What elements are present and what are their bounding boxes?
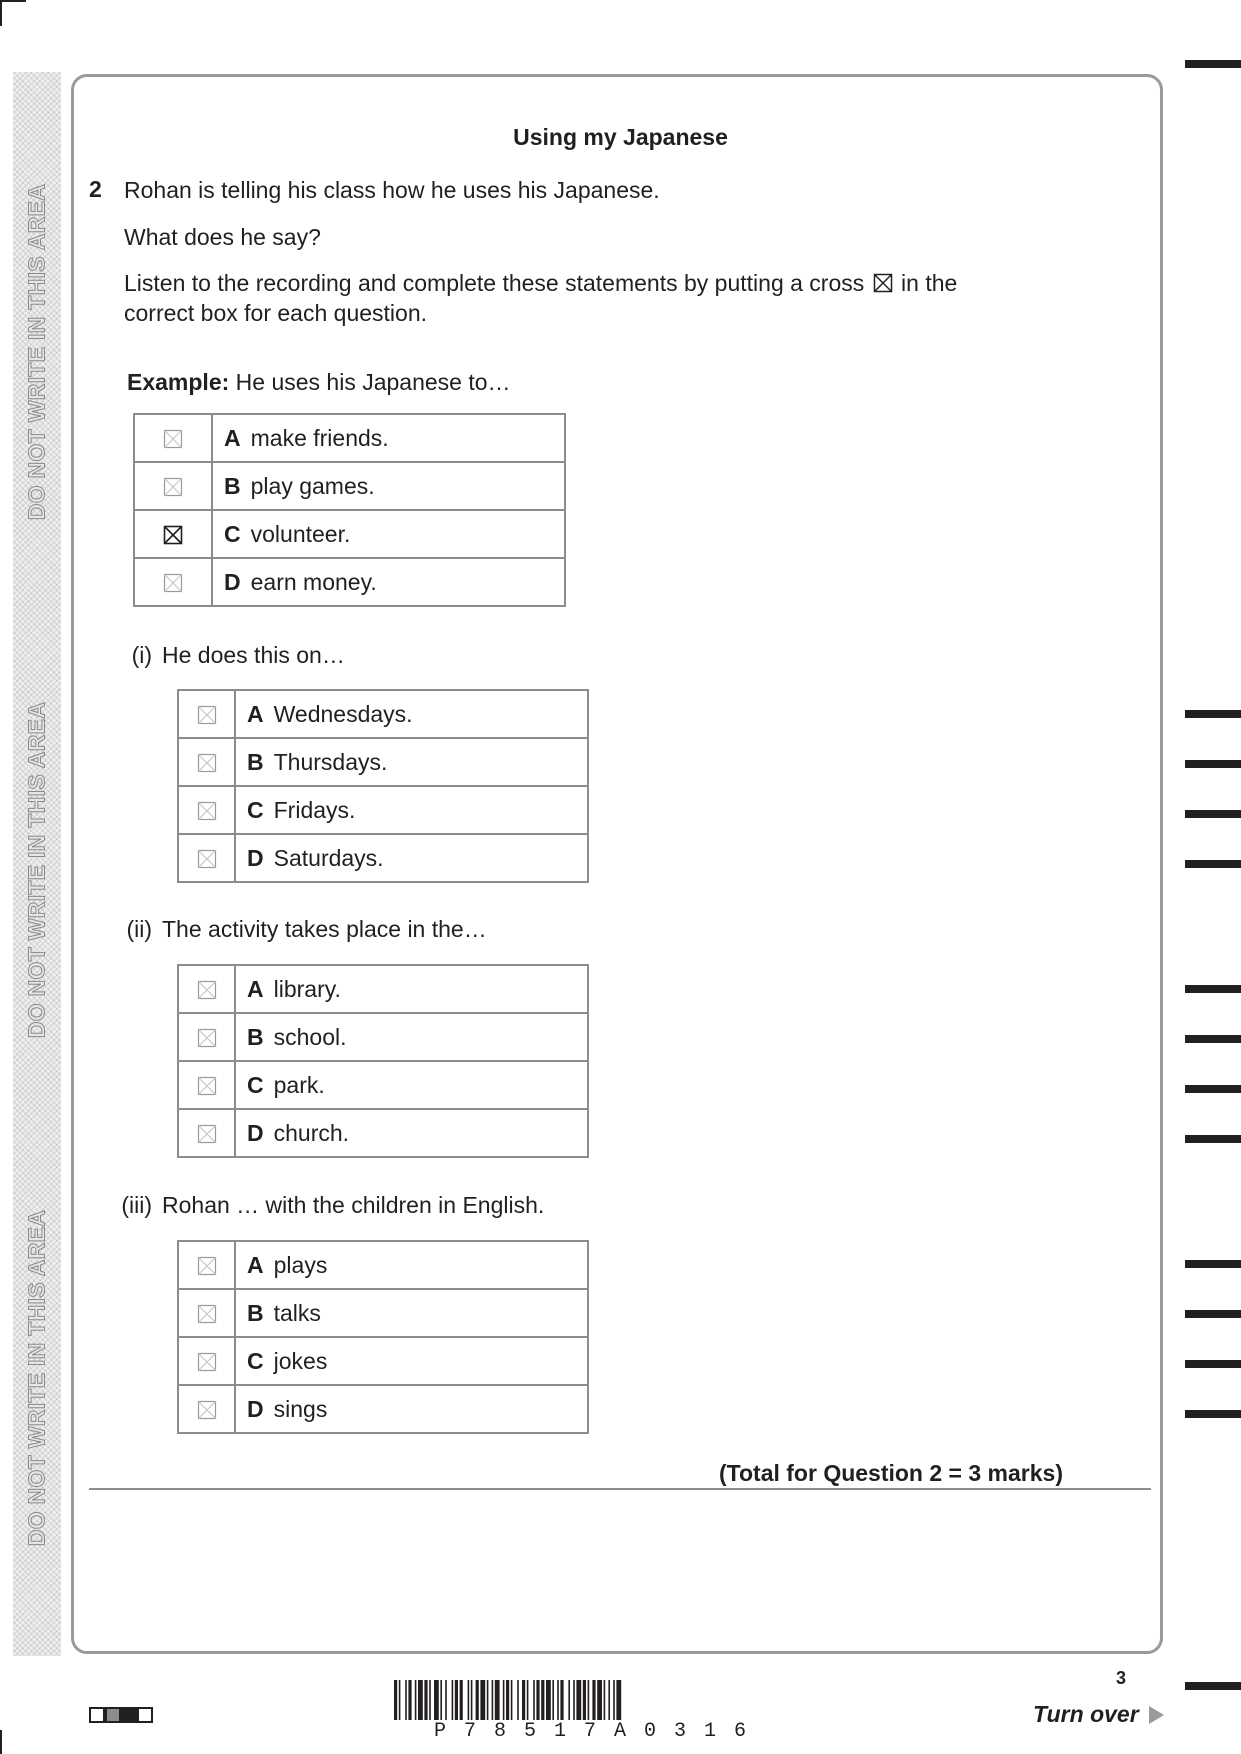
barcode-bar [418, 1680, 423, 1720]
answer-box[interactable] [134, 510, 212, 558]
barcode-bar [452, 1680, 454, 1720]
timing-mark [1185, 1360, 1241, 1368]
option-letter: D [247, 1395, 264, 1422]
option-row [178, 1109, 588, 1157]
option-text: make friends. [250, 424, 389, 451]
instruction-text: correct box for each question. [124, 300, 427, 326]
timing-mark [1185, 1410, 1241, 1418]
barcode-number: P78517A0316 [434, 1720, 765, 1743]
do-not-write-label: DO NOT WRITE IN THIS AREA [23, 1209, 50, 1547]
option-text: park. [273, 1071, 325, 1098]
option-row [178, 1013, 588, 1061]
question-number: 2 [89, 176, 102, 202]
barcode-bar [434, 1680, 439, 1720]
barcode-bar [604, 1680, 606, 1720]
answer-box[interactable] [178, 834, 235, 882]
option-letter: A [247, 1251, 264, 1278]
barcode-bar [399, 1680, 401, 1720]
option-letter: D [224, 568, 241, 595]
option-row [178, 1241, 588, 1289]
option-letter: C [247, 1347, 264, 1374]
barcode-bar [506, 1680, 509, 1720]
subquestion-text: The activity takes place in the… [162, 916, 487, 942]
instruction-text: Listen to the recording and complete these statements by putting a cross [124, 270, 865, 296]
barcode-bar [583, 1680, 586, 1720]
example-stem [127, 369, 511, 396]
option-text: plays [273, 1251, 328, 1278]
barcode-bar [552, 1680, 554, 1720]
turn-over-label: Turn over [1033, 1701, 1139, 1727]
barcode-bar [557, 1680, 559, 1720]
option-letter: C [224, 520, 241, 547]
cross-box-icon [873, 273, 893, 293]
timing-mark [1185, 760, 1241, 768]
option-row [178, 834, 588, 882]
barcode-bar [546, 1680, 551, 1720]
answer-box[interactable] [178, 690, 235, 738]
answer-box-icon [197, 1352, 217, 1372]
subquestion-stem [110, 642, 345, 669]
answer-box[interactable] [178, 1241, 235, 1289]
option-row [178, 1385, 588, 1433]
answer-box-icon [163, 477, 183, 497]
answer-box[interactable] [178, 786, 235, 834]
option-label [235, 738, 588, 786]
page-number: 3 [1116, 1668, 1127, 1688]
option-letter: D [247, 844, 264, 871]
square-outline [89, 1707, 105, 1723]
answer-box-icon [197, 849, 217, 869]
answer-box[interactable] [178, 1337, 235, 1385]
answer-box[interactable] [178, 738, 235, 786]
barcode-bar [503, 1680, 505, 1720]
option-letter: A [247, 700, 264, 727]
answer-box-icon [197, 705, 217, 725]
option-label [235, 834, 588, 882]
print-squares [89, 1707, 153, 1728]
example-text: He uses his Japanese to… [235, 369, 511, 395]
question-prompt: What does he say? [124, 224, 321, 250]
timing-mark [1185, 860, 1241, 868]
do-not-write-label: DO NOT WRITE IN THIS AREA [23, 701, 50, 1039]
subquestion-stem [110, 916, 487, 943]
barcode-bar [424, 1680, 427, 1720]
answer-box-icon [197, 1028, 217, 1048]
barcode-bar [608, 1680, 610, 1720]
divider [89, 1488, 1151, 1490]
answer-box[interactable] [134, 462, 212, 510]
answer-box-icon [197, 1256, 217, 1276]
example-label: Example: [127, 369, 230, 395]
barcode-bar [408, 1680, 411, 1720]
subquestion-text: He does this on… [162, 642, 345, 668]
option-row [178, 1337, 588, 1385]
barcode-bar [613, 1680, 615, 1720]
barcode-bar [597, 1680, 602, 1720]
option-label [212, 510, 565, 558]
option-text: Fridays. [273, 796, 356, 823]
timing-mark [1185, 710, 1241, 718]
answer-box-icon [197, 1304, 217, 1324]
barcode-bar [527, 1680, 529, 1720]
barcode-bar [492, 1680, 494, 1720]
option-row [134, 414, 565, 462]
square-outline [137, 1707, 153, 1723]
barcode-bar [471, 1680, 473, 1720]
option-row [178, 786, 588, 834]
answer-box[interactable] [178, 1289, 235, 1337]
option-label [212, 462, 565, 510]
barcode-bar [460, 1680, 463, 1720]
barcode-bar [560, 1680, 563, 1720]
instruction-text: in the [901, 270, 958, 296]
timing-mark [1185, 1135, 1241, 1143]
question-intro: Rohan is telling his class how he uses his Japanese. [124, 177, 660, 203]
options-table [177, 689, 589, 883]
answer-box[interactable] [178, 1013, 235, 1061]
square-grey [105, 1707, 121, 1723]
option-row [178, 738, 588, 786]
answer-box-icon [197, 1124, 217, 1144]
barcode-bar [495, 1680, 500, 1720]
subquestion-number: (ii) [126, 916, 152, 942]
option-text: talks [273, 1299, 321, 1326]
option-text: earn money. [250, 568, 377, 595]
barcode-bar [522, 1680, 525, 1720]
option-letter: D [247, 1119, 264, 1146]
subquestion-text: Rohan … with the children in English. [162, 1192, 545, 1218]
barcode-bar [480, 1680, 485, 1720]
barcode [394, 1680, 844, 1720]
crop-mark [0, 1730, 2, 1754]
answer-box[interactable] [178, 1385, 235, 1433]
option-text: church. [273, 1119, 350, 1146]
barcode-bar [440, 1680, 442, 1720]
option-label [212, 414, 565, 462]
timing-mark [1185, 985, 1241, 993]
options-table [177, 1240, 589, 1434]
section-title: Using my Japanese [513, 124, 728, 150]
barcode-bar [487, 1680, 489, 1720]
barcode-bar [541, 1680, 544, 1720]
option-row [178, 1061, 588, 1109]
option-letter: A [247, 975, 264, 1002]
timing-mark [1185, 1682, 1241, 1690]
answer-box[interactable] [178, 965, 235, 1013]
option-row [178, 1289, 588, 1337]
option-row [134, 510, 565, 558]
answer-box-icon [163, 429, 183, 449]
barcode-bar [455, 1680, 458, 1720]
timing-mark [1185, 60, 1241, 68]
answer-box[interactable] [134, 414, 212, 462]
square-black [121, 1707, 137, 1723]
option-label [235, 1109, 588, 1157]
barcode-bar [415, 1680, 417, 1720]
barcode-bar [592, 1680, 595, 1720]
option-row [134, 462, 565, 510]
barcode-bar [588, 1680, 590, 1720]
subquestion-number: (i) [131, 642, 152, 668]
answer-box[interactable] [134, 558, 212, 606]
option-text: play games. [250, 472, 375, 499]
barcode-bar [394, 1680, 397, 1720]
barcode-bar [517, 1680, 519, 1720]
barcode-bar [405, 1680, 407, 1720]
timing-mark [1185, 1260, 1241, 1268]
timing-mark [1185, 810, 1241, 818]
option-letter: B [247, 748, 264, 775]
checked-box-icon [163, 525, 183, 545]
crop-mark [0, 0, 2, 26]
barcode-bar [533, 1680, 535, 1720]
option-label [212, 558, 565, 606]
option-letter: C [247, 796, 264, 823]
option-label [235, 1337, 588, 1385]
option-row [134, 558, 565, 606]
option-text: Thursdays. [273, 748, 388, 775]
barcode-bar [616, 1680, 621, 1720]
option-text: volunteer. [250, 520, 351, 547]
barcode-bar [476, 1680, 479, 1720]
barcode-bar [536, 1680, 539, 1720]
barcode-bar [568, 1680, 570, 1720]
option-label [235, 965, 588, 1013]
option-text: jokes [273, 1347, 328, 1374]
option-letter: B [247, 1299, 264, 1326]
answer-box-icon [197, 1076, 217, 1096]
option-label [235, 690, 588, 738]
option-label [235, 1385, 588, 1433]
crop-mark [0, 0, 26, 2]
answer-box-icon [197, 980, 217, 1000]
option-letter: C [247, 1071, 264, 1098]
barcode-bar [511, 1680, 513, 1720]
answer-box-icon [163, 573, 183, 593]
answer-box[interactable] [178, 1109, 235, 1157]
do-not-write-label: DO NOT WRITE IN THIS AREA [23, 183, 50, 521]
option-text: Saturdays. [273, 844, 384, 871]
option-letter: B [247, 1023, 264, 1050]
total-marks: (Total for Question 2 = 3 marks) [718, 1460, 1063, 1486]
timing-mark [1185, 1310, 1241, 1318]
barcode-bar [468, 1680, 470, 1720]
answer-box-icon [197, 753, 217, 773]
barcode-bar [445, 1680, 447, 1720]
option-row [178, 965, 588, 1013]
option-row [178, 690, 588, 738]
answer-box-icon [197, 801, 217, 821]
barcode-bar [573, 1680, 575, 1720]
timing-mark [1185, 1035, 1241, 1043]
question-instruction [124, 268, 957, 328]
barcode-bar [576, 1680, 581, 1720]
answer-box[interactable] [178, 1061, 235, 1109]
option-label [235, 1289, 588, 1337]
option-text: Wednesdays. [273, 700, 413, 727]
turn-over-arrow-icon [1149, 1706, 1164, 1724]
option-text: library. [273, 975, 341, 1002]
option-label [235, 1241, 588, 1289]
barcode-bar [429, 1680, 431, 1720]
subquestion-stem [110, 1192, 544, 1219]
timing-mark [1185, 1085, 1241, 1093]
option-label [235, 786, 588, 834]
example-options-table [133, 413, 566, 607]
option-text: school. [273, 1023, 347, 1050]
option-text: sings [273, 1395, 328, 1422]
option-letter: A [224, 424, 241, 451]
options-table [177, 964, 589, 1158]
option-label [235, 1061, 588, 1109]
answer-box-icon [197, 1400, 217, 1420]
subquestion-number: (iii) [121, 1192, 152, 1218]
option-label [235, 1013, 588, 1061]
option-letter: B [224, 472, 241, 499]
